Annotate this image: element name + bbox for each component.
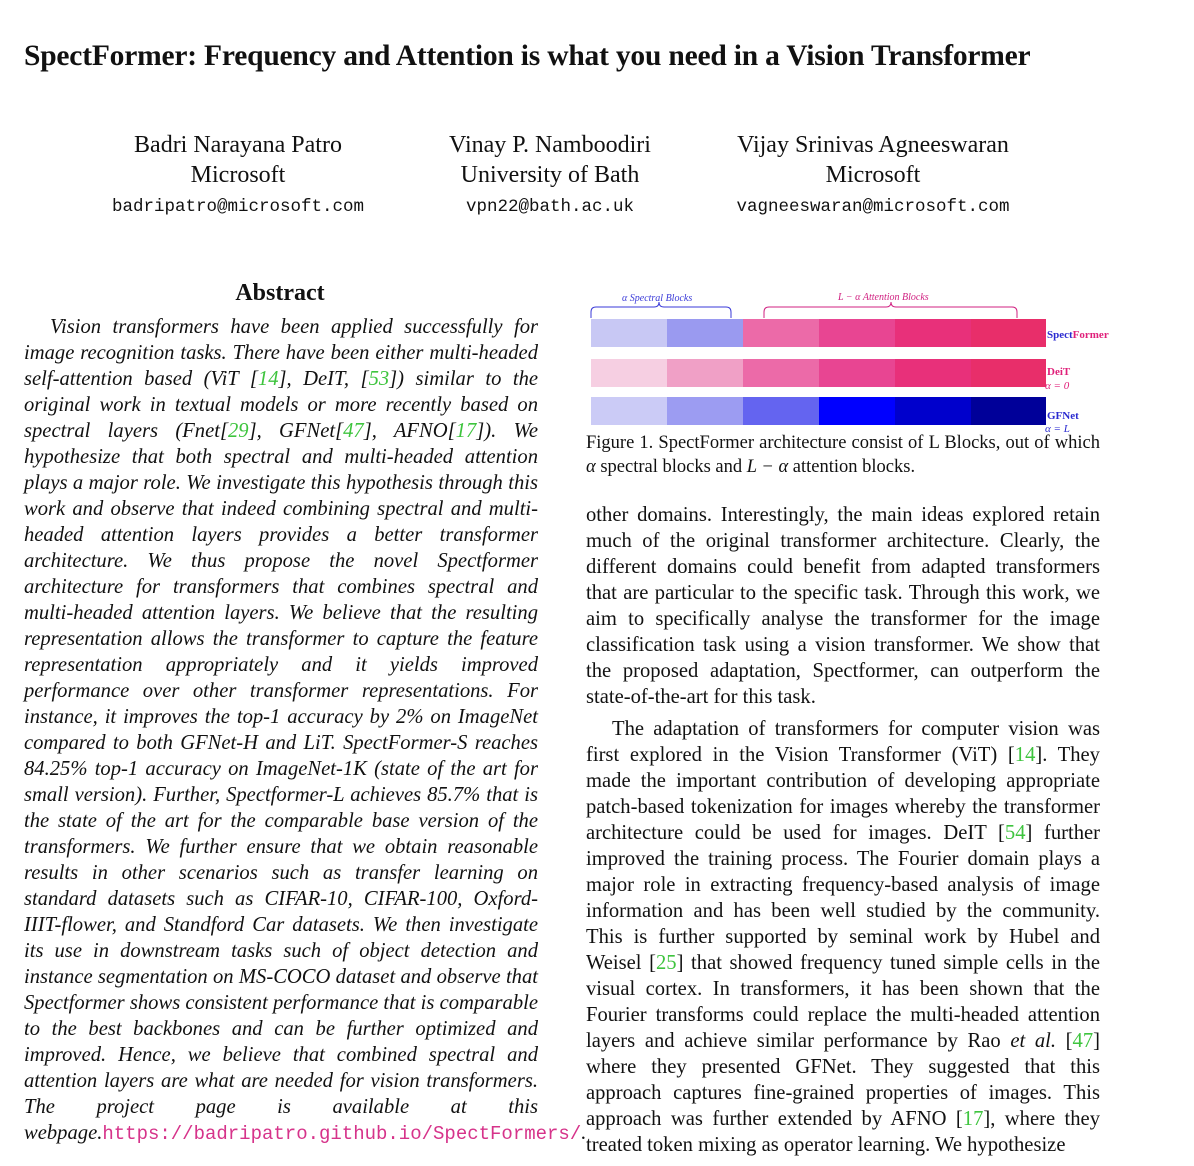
citation-link[interactable]: 14 xyxy=(257,368,279,390)
block-1 xyxy=(591,397,667,425)
author-1 xyxy=(80,130,396,224)
citation-link[interactable]: 53 xyxy=(368,368,390,390)
block-3 xyxy=(743,359,819,387)
author-name: Vijay Srinivas Agneeswaran xyxy=(737,132,1009,158)
row-label-spectformer: SpectFormer xyxy=(1047,329,1109,341)
block-4 xyxy=(819,397,895,425)
citation-link[interactable]: 54 xyxy=(1004,822,1026,844)
spectral-brace-label: α Spectral Blocks xyxy=(622,293,693,304)
figure-caption: Figure 1. SpectFormer architecture consist of L Blocks, out of which α spectral blocks and L − α attention blocks. xyxy=(586,433,1100,477)
author-email[interactable]: vagneeswaran@microsoft.com xyxy=(736,197,1010,217)
block-1 xyxy=(591,359,667,387)
block-6 xyxy=(971,319,1046,347)
attention-brace-label: L − α Attention Blocks xyxy=(838,292,929,303)
row-sub-gfnet: α = L xyxy=(1045,423,1070,435)
author-name: Badri Narayana Patro xyxy=(134,132,342,158)
author-email[interactable]: vpn22@bath.ac.uk xyxy=(465,197,635,217)
author-affiliation: Microsoft xyxy=(825,162,921,188)
block-5 xyxy=(895,359,971,387)
block-3 xyxy=(743,397,819,425)
block-6 xyxy=(971,397,1046,425)
citation-link[interactable]: 25 xyxy=(656,952,677,974)
block-5 xyxy=(895,319,971,347)
row-label-gfnet: GFNet xyxy=(1047,410,1079,422)
citation-link[interactable]: 14 xyxy=(1014,744,1036,766)
citation-link[interactable]: 47 xyxy=(343,420,364,442)
block-4 xyxy=(819,319,895,347)
block-2 xyxy=(667,359,743,387)
block-row-deit xyxy=(591,359,1046,387)
row-label-deit: DeiT xyxy=(1047,366,1071,378)
body-text xyxy=(586,502,1100,1164)
architecture-figure xyxy=(586,285,1116,435)
abstract-heading: Abstract xyxy=(235,280,325,306)
block-row-spectformer xyxy=(591,319,1046,347)
row-sub-deit: α = 0 xyxy=(1045,380,1070,392)
abstract-text: Vision transformers have been applied successfully for image recognition tasks. There have been either multi-headed self-attention based (ViT [14], DeIT, [53]) similar to the original work in textual models or more recently based on spectral layers (Fnet[29], GFNet[47], AFNO[17]). We hypothesize that both spectral and multi-headed attention plays a major role. We investigate this hypothesis through this work and observe that indeed combining spectral and multi-headed attention layers provides a better transformer architecture. We thus propose the novel Spectformer architecture for transformers that combines spectral and multi-headed attention layers. We believe that the resulting representation allows the transformer to capture the feature representation appropriately and it yields improved performance over other transformer representations. For instance, it improves the top-1 accuracy by 2% on ImageNet compared to both GFNet-H and LiT. SpectFormer-S reaches 84.25% top-1 accuracy on ImageNet-1K (state of the art for small version). Further, Spectformer-L achieves 85.7% that is the state of the art for the comparable base version of the transformers. We further ensure that we obtain reasonable results in other scenarios such as transfer learning on standard datasets such as CIFAR-10, CIFAR-100, Oxford-IIIT-flower, and Standford Car datasets. We then investigate its use in downstream tasks such of object detection and instance segmentation on MS-COCO dataset and observe that Spectformer shows consistent performance that is comparable to the best backbones and can be further optimized and improved. Hence, we believe that combined spectral and attention layers are what are needed for vision transformers. The project page is available at this webpage.https://badripatro.github.io/SpectFormers/. xyxy=(24,316,587,1145)
citation-link[interactable]: 17 xyxy=(455,420,477,442)
author-email[interactable]: badripatro@microsoft.com xyxy=(111,197,365,217)
block-3 xyxy=(743,319,819,347)
paragraph: The adaptation of transformers for computer vision was first explored in the Vision Transformer (ViT) [14]. They made the important contribution of developing appropriate patch-based tokenization for images whereby the transformer architecture could be used for images. DeIT [54] further improved the training process. The Fourier domain plays a major role in extracting frequency-based analysis of image information and has been well studied by the community. This is further supported by seminal work by Hubel and Weisel [25] that showed frequency tuned simple cells in the visual cortex. In transformers, it has been shown that the Fourier transforms could replace the multi-headed attention layers and achieve similar performance by Rao et al. [47] where they presented GFNet. They suggested that this approach captures fine-grained properties of images. This approach was further extended by AFNO [17], where they treated token mixing as operator learning. We hypothesize xyxy=(586,718,1100,1156)
paper-title: SpectFormer: Frequency and Attention is what you need in a Vision Transformer xyxy=(24,40,1031,72)
block-5 xyxy=(895,397,971,425)
author-affiliation: Microsoft xyxy=(190,162,286,188)
block-1 xyxy=(591,319,667,347)
paragraph: other domains. Interestingly, the main ideas explored retain much of the original transformer architecture. Clearly, the different domains could benefit from adapted transformers that are particular to the specific task. Through this work, we aim to specifically analyse the transformer for the image classification task using a vision transformer. We show that the proposed adaptation, Spectformer, can outperform the state-of-the-art for this task. xyxy=(586,504,1100,708)
author-3 xyxy=(700,130,1046,224)
citation-link[interactable]: 47 xyxy=(1072,1030,1094,1052)
author-2 xyxy=(420,130,680,224)
block-row-gfnet xyxy=(591,397,1046,425)
block-4 xyxy=(819,359,895,387)
spectral-brace xyxy=(591,302,731,318)
block-2 xyxy=(667,397,743,425)
author-affiliation: University of Bath xyxy=(460,162,640,188)
citation-link[interactable]: 29 xyxy=(227,420,249,442)
block-2 xyxy=(667,319,743,347)
project-url-link[interactable]: https://badripatro.github.io/SpectFormers/ xyxy=(102,1123,582,1145)
attention-brace xyxy=(764,302,1017,318)
block-6 xyxy=(971,359,1046,387)
citation-link[interactable]: 17 xyxy=(962,1108,984,1130)
author-name: Vinay P. Namboodiri xyxy=(449,132,651,158)
